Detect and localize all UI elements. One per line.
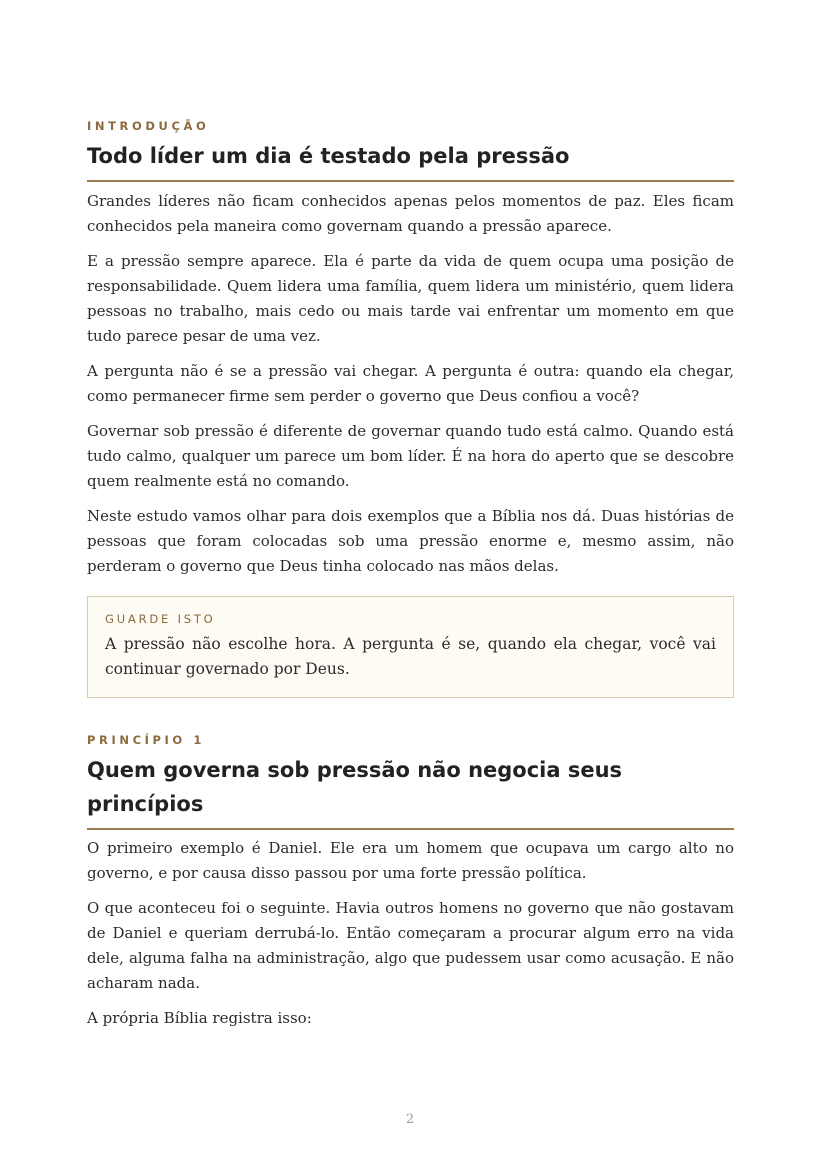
section-title: Todo líder um dia é testado pela pressão bbox=[87, 139, 734, 182]
callout-box bbox=[87, 596, 734, 698]
section-eyebrow: PRINCÍPIO 1 bbox=[87, 733, 205, 747]
paragraph: Grandes líderes não ficam conhecidos apenas pelos momentos de paz. Eles ficam conhecidos pela maneira como governam quando a pressão aparece. bbox=[87, 192, 734, 235]
callout-text: A pressão não escolhe hora. A pergunta é se, quando ela chegar, você vai continuar governado por Deus. bbox=[105, 635, 716, 678]
paragraph: A pergunta não é se a pressão vai chegar. A pergunta é outra: quando ela chegar, como permanecer firme sem perder o governo que Deus confiou a você? bbox=[87, 362, 734, 405]
paragraph: O que aconteceu foi o seguinte. Havia outros homens no governo que não gostavam de Daniel e queriam derrubá-lo. Então começaram a procurar algum erro na vida dele, alguma falha na administração, algo que pudessem usar como acusação. E não acharam nada. bbox=[87, 899, 734, 992]
paragraph: Neste estudo vamos olhar para dois exemplos que a Bíblia nos dá. Duas histórias de pessoas que foram colocadas sob uma pressão enorme e, mesmo assim, não perderam o governo que Deus tinha colocado nas mãos delas. bbox=[87, 507, 734, 575]
callout-label: GUARDE ISTO bbox=[105, 612, 216, 626]
section-title: Quem governa sob pressão não negocia seus princípios bbox=[87, 753, 734, 830]
page-number: 2 bbox=[405, 1112, 415, 1127]
section-introduction bbox=[87, 118, 734, 579]
section-principle-1 bbox=[87, 732, 734, 1031]
section-eyebrow: INTRODUÇÃO bbox=[87, 119, 210, 133]
paragraph: E a pressão sempre aparece. Ela é parte da vida de quem ocupa uma posição de responsabilidade. Quem lidera uma família, quem lidera um ministério, quem lidera pessoas no trabalho, mais cedo ou mais tarde vai enfrentar um momento em que tudo parece pesar de uma vez. bbox=[87, 252, 734, 345]
paragraph: O primeiro exemplo é Daniel. Ele era um homem que ocupava um cargo alto no governo, e por causa disso passou por uma forte pressão política. bbox=[87, 839, 734, 882]
document-page bbox=[87, 118, 734, 1031]
paragraph: A própria Bíblia registra isso: bbox=[87, 1009, 312, 1027]
paragraph: Governar sob pressão é diferente de governar quando tudo está calmo. Quando está tudo calmo, qualquer um parece um bom líder. É na hora do aperto que se descobre quem realmente está no comando. bbox=[87, 422, 734, 490]
